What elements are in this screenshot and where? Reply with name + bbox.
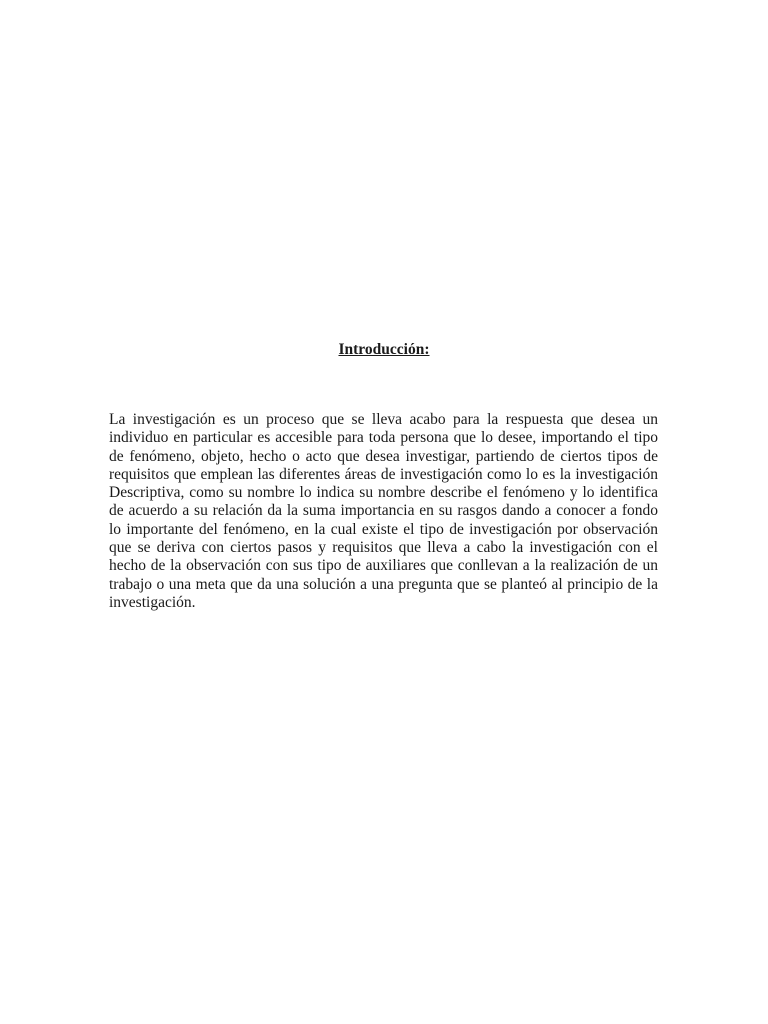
paragraph-line: de fenómeno, objeto, hecho o acto que desea investigar, partiendo de ciertos tipos de [109,447,658,465]
paragraph-line: hecho de la observación con sus tipo de auxiliares que conllevan a la realización de un [109,557,658,575]
paragraph-line: individuo en particular es accesible para toda persona que lo desee, importando el tipo [109,429,658,447]
paragraph-line: trabajo o una meta que da una solución a una pregunta que se planteó al principio de la [109,575,658,593]
page-title: Introducción: [338,341,430,358]
paragraph-line: de acuerdo a su relación da la suma importancia en su rasgos dando a conocer a fondo [109,502,658,520]
paragraph-line: que se deriva con ciertos pasos y requisitos que lleva a cabo la investigación con el [109,539,658,557]
paragraph-line: investigación. [109,593,196,611]
paragraph-line: requisitos que emplean las diferentes áreas de investigación como lo es la investigación [109,465,658,483]
paragraph-line: La investigación es un proceso que se lleva acabo para la respuesta que desea un [109,411,658,428]
body-paragraph [109,411,658,612]
paragraph-line: lo importante del fenómeno, en la cual existe el tipo de investigación por observación [109,520,658,538]
paragraph-line: Descriptiva, como su nombre lo indica su nombre describe el fenómeno y lo identifica [109,484,658,502]
